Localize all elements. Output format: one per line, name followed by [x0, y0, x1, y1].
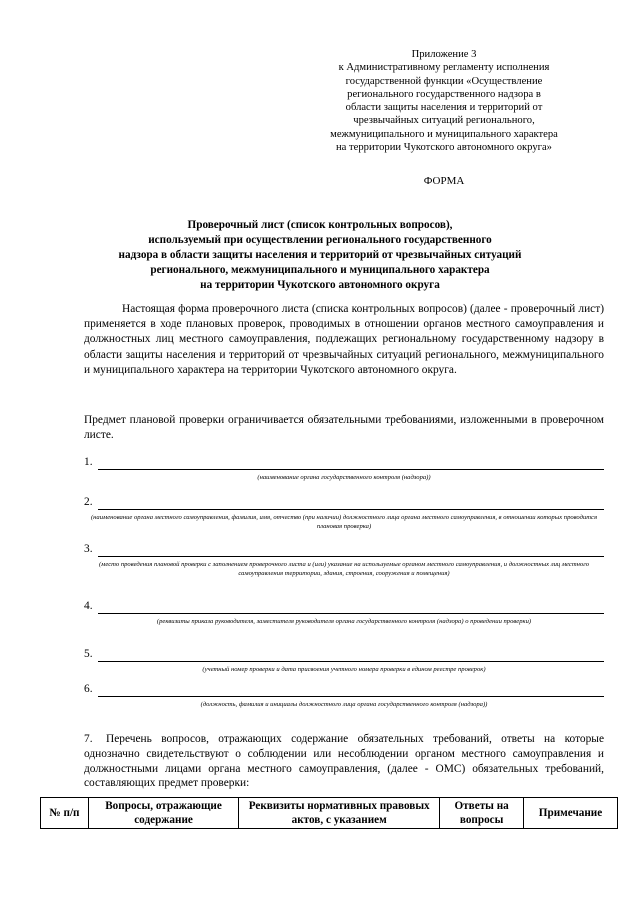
fill-line[interactable] [98, 509, 604, 510]
field-caption: (наименование органа государственного контроля (надзора)) [257, 474, 431, 481]
title-line: на территории Чукотского автономного округа [200, 279, 440, 291]
field-number: 3. [84, 543, 93, 555]
appendix-line: Приложение 3 [411, 49, 477, 60]
field-caption: (должность, фамилия и инициалы должностного лица органа государственного контроля (надзора)) [200, 701, 488, 708]
field-caption: (место проведения плановой проверки с заполнением проверочного листа и (или) указание на используемые органом местного самоуправления, и должностных лиц местного самоуправления территории, здания, строения, сооружения и помещения) [98, 561, 590, 577]
field-5 [84, 648, 604, 678]
field-caption: (реквизиты приказа руководителя, заместителя руководителя органа государственного контроля (надзора) о проведении проверки) [156, 618, 532, 625]
item-text: Перечень вопросов, отражающих содержание обязательных требований, ответы на которые однозначно свидетельствуют о соблюдении или несоблюдении органом местного самоуправления и должностными лицами органа местного самоуправления, (далее - ОМС) обязательных требований, составляющих предмет проверки: [84, 733, 604, 790]
field-number: 1. [84, 456, 93, 468]
item-7 [84, 732, 604, 791]
header-cell-requisites: Реквизиты нормативных правовых актов, с указанием [239, 798, 440, 829]
appendix-line: области защиты населения и территорий от [345, 102, 543, 114]
fill-line[interactable] [98, 556, 604, 557]
header-cell-questions: Вопросы, отражающие содержание [88, 798, 238, 829]
fill-line[interactable] [98, 696, 604, 697]
forma-label: ФОРМА [423, 175, 465, 187]
field-3 [84, 543, 604, 591]
field-4 [84, 600, 604, 640]
field-1 [84, 456, 604, 486]
appendix-line: государственной функции «Осуществление [345, 75, 543, 87]
header-cell-number: № п/п [41, 798, 89, 829]
appendix-line: к Административному регламенту исполнения [338, 62, 550, 74]
intro-paragraph: Настоящая форма проверочного листа (списка контрольных вопросов) (далее - проверочный лист) применяется в ходе плановых проверок, проводимых в отношении органов местного самоуправления и должностных лиц местного самоуправления, подлежащих региональному государственному надзору в области защиты населения и территорий от чрезвычайных ситуаций регионального, межмуниципального и муниципального характера на территории Чукотского автономного округа. [84, 303, 604, 376]
document-title [60, 218, 580, 293]
appendix-line: чрезвычайных ситуаций регионального, [353, 115, 535, 127]
fill-line[interactable] [98, 661, 604, 662]
field-number: 6. [84, 683, 93, 695]
appendix-line: регионального государственного надзора в [347, 88, 541, 100]
title-line: Проверочный лист (список контрольных вопросов), [187, 219, 453, 231]
header-cell-answers: Ответы на вопросы [440, 798, 524, 829]
item-number: 7. [84, 733, 93, 745]
appendix-line: межмуниципального и муниципального характера [330, 128, 558, 140]
field-number: 5. [84, 648, 93, 660]
field-caption: (учетный номер проверки и дата присвоения учетного номера проверки в едином реестре проверок) [202, 666, 486, 673]
field-caption: (наименование органа местного самоуправления, фамилия, имя, отчество (при наличии) должностного лица органа местного самоуправления, в отношении которых проводится плановая проверка) [90, 514, 598, 530]
field-6 [84, 683, 604, 723]
title-line: используемый при осуществлении регионального государственного [148, 234, 492, 246]
field-number: 2. [84, 496, 93, 508]
checklist-table [40, 797, 618, 829]
appendix-header [310, 48, 578, 154]
header-cell-notes: Примечание [524, 798, 618, 829]
fill-line[interactable] [98, 613, 604, 614]
field-2 [84, 496, 604, 536]
title-line: надзора в области защиты населения и территорий от чрезвычайных ситуаций [118, 249, 522, 261]
table-header-row [41, 798, 618, 829]
fill-line[interactable] [98, 469, 604, 470]
title-line: регионального, межмуниципального и муниципального характера [150, 264, 490, 276]
scope-paragraph: Предмет плановой проверки ограничивается обязательными требованиями, изложенными в проверочном листе. [84, 414, 604, 442]
appendix-line: на территории Чукотского автономного округа» [336, 142, 552, 154]
field-number: 4. [84, 600, 93, 612]
